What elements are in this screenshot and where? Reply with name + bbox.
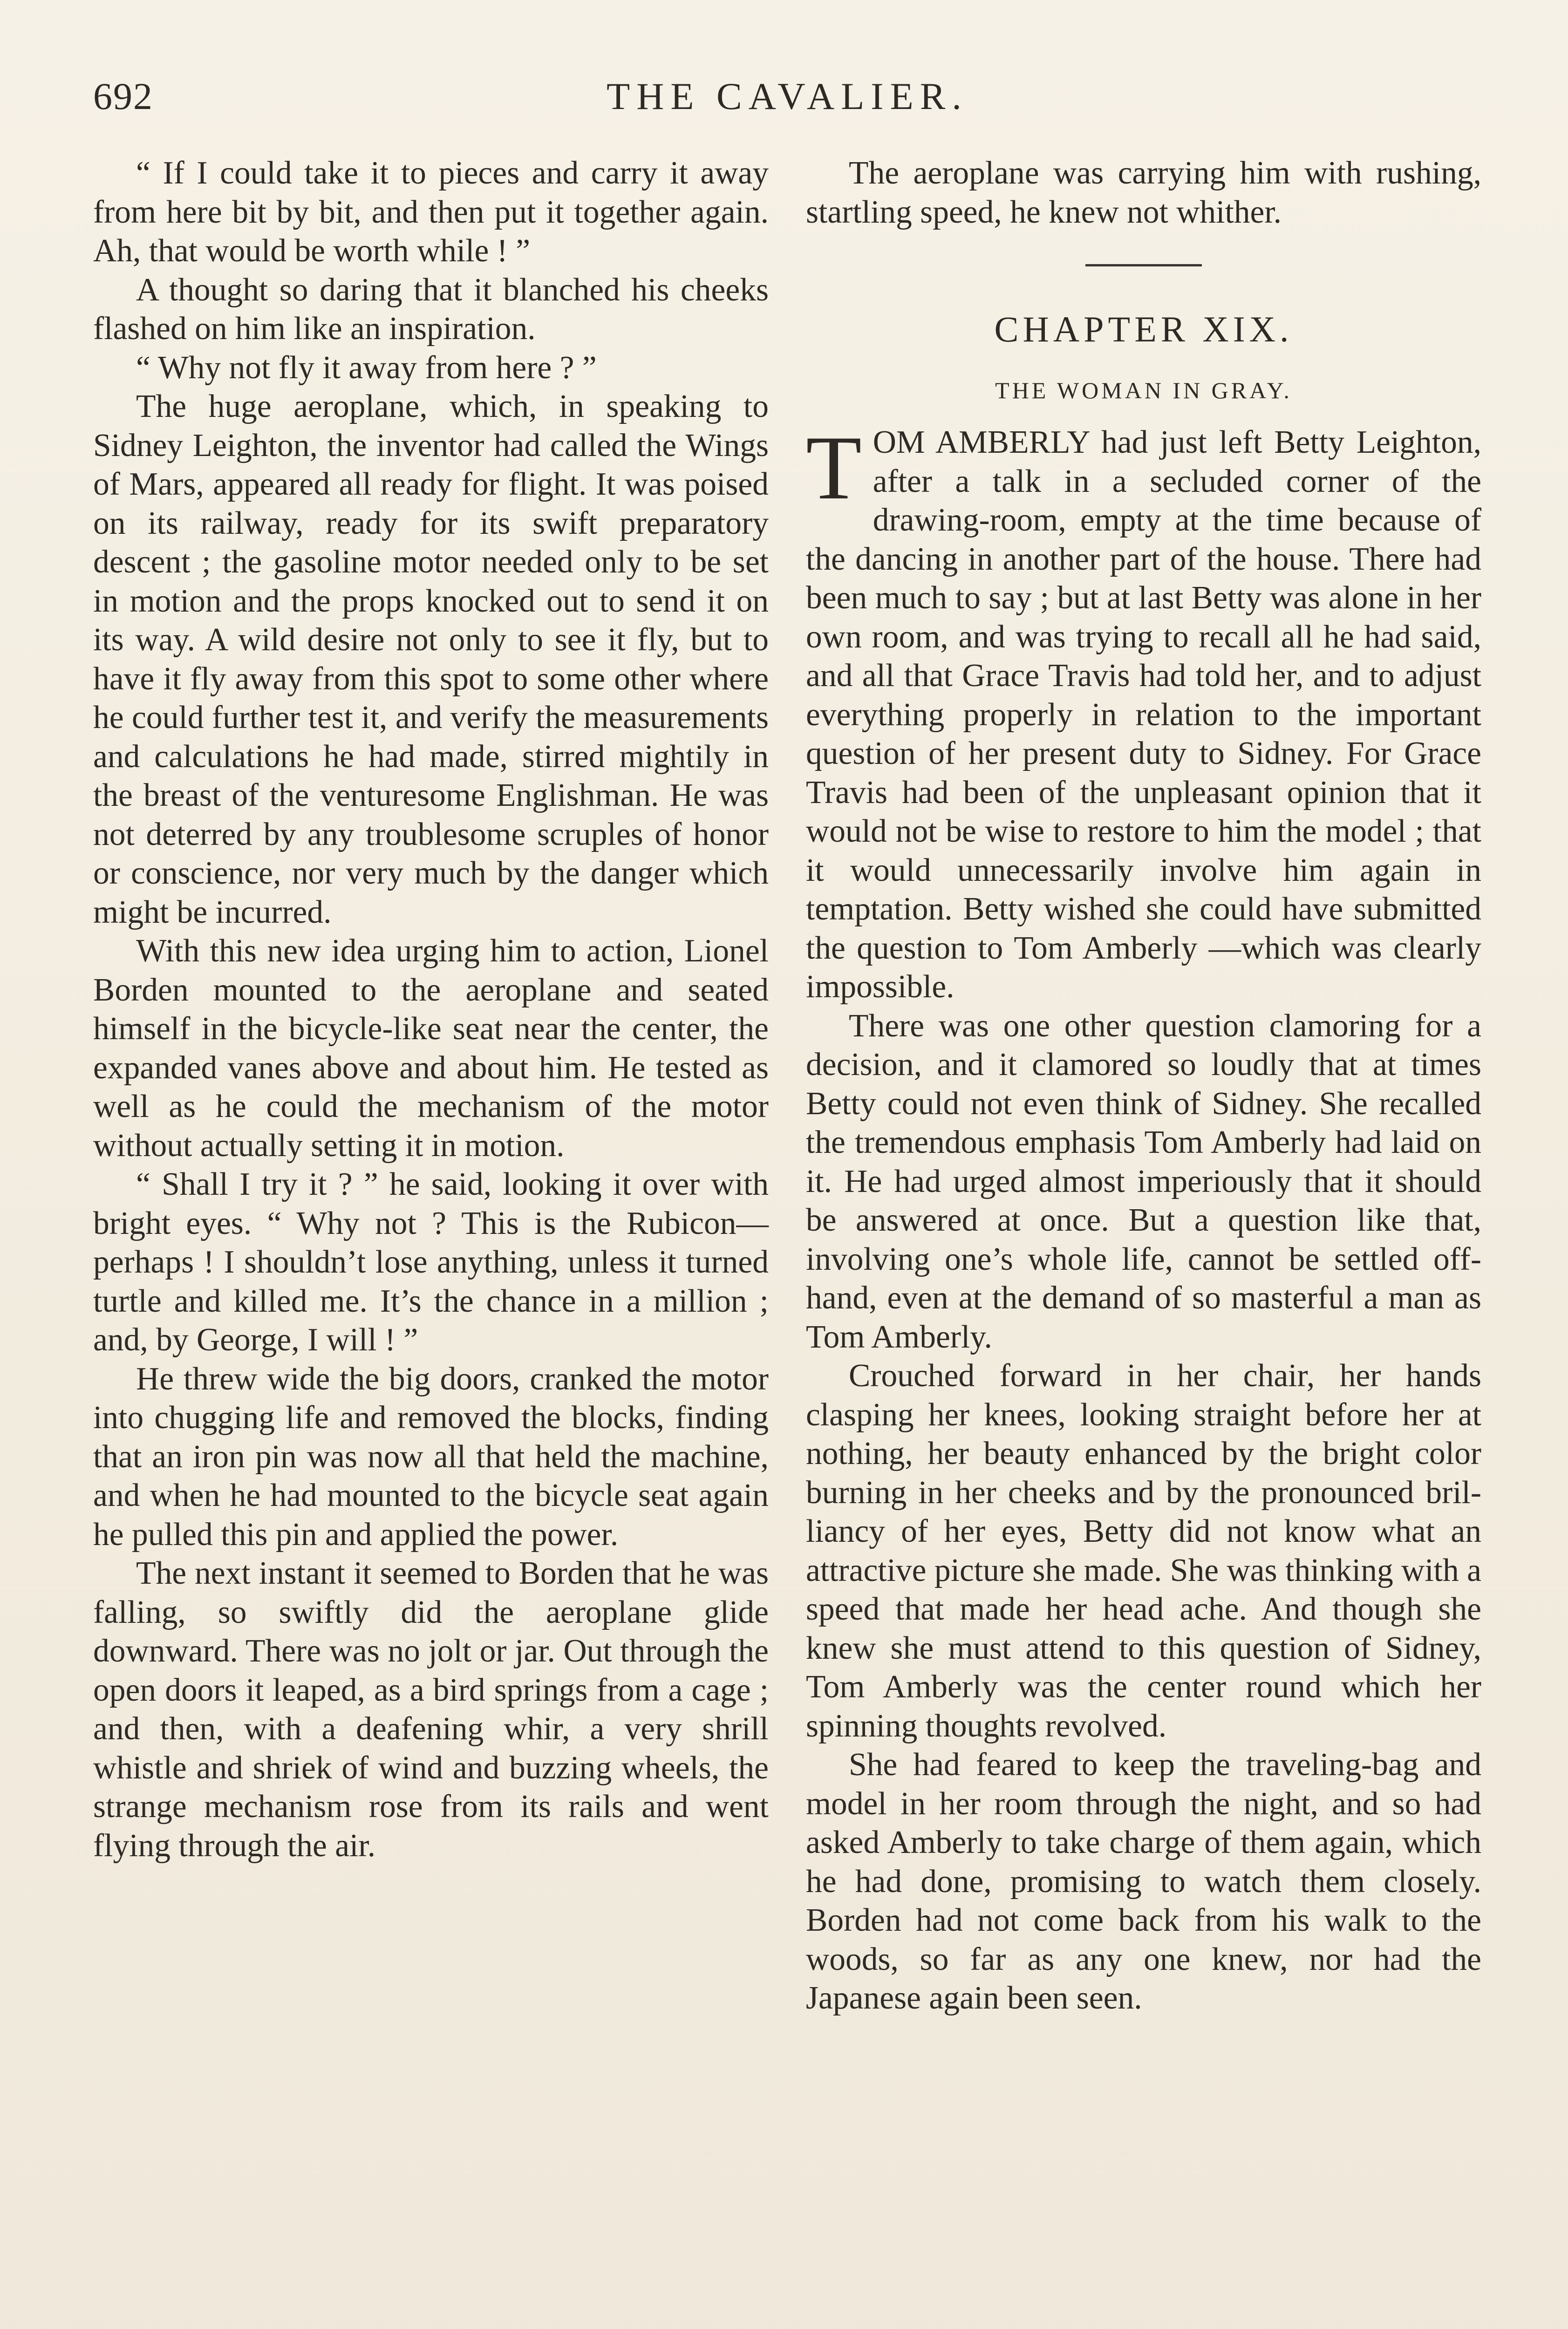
left-paragraph-8: The next instant it seemed to Borden that he was falling, so swiftly did the aeroplane glide downward. There was no jolt or jar. Out through the open doors it leaped, as a bird springs from a cage ; and then, with a deafening whir, a very shrill whistle and shriek of wind and buzzing wheels, the strange mechanism rose from its rails and went flying through the air.	[93, 1555, 769, 1864]
right-paragraph-3: She had feared to keep the traveling-bag and model in her room through the night, and so had asked Amberly to take charge of them again, which he had done, promising to watch them closely. Borden had not come back from his walk to the woods, so far as any one knew, nor had the Japanese again been seen.	[806, 1747, 1481, 2016]
page-number: 692	[93, 75, 153, 117]
left-paragraph-2: A thought so daring that it blanched his cheeks flashed on him like an inspiration.	[93, 272, 769, 347]
drop-cap-letter: T	[806, 417, 862, 518]
right-paragraph-1: There was one other question clamoring for a decision, and it clamored so loudly that at times Betty could not even think of Sidney. She recalled the tremendous emphasis Tom Amberly had laid on it. He had urged almost imperiously that it should be answered at once. But a question like that, involving one’s whole life, cannot be settled offhand, even at the demand of so masterful a man as Tom Amberly.	[806, 1008, 1481, 1355]
chapter-opening-text: OM AMBERLY had just left Betty Leighton, after a talk in a secluded corner of the drawing-room, empty at the time because of the dancing in another part of the house. There had been much to say ; but at last Betty was alone in her own room, and was trying to recall all he had said, and all that Grace Travis had told her, and to adjust everything properly in relation to the important question of her present duty to Sidney. For Grace Travis had been of the unpleasant opinion that it would not be wise to restore to him the model ; that it would unnecessarily involve him again in temptation. Betty wished she could have submitted the question to Tom Amberly —which was clearly impossible.	[806, 424, 1481, 1005]
running-head: THE CAVALIER.	[607, 75, 968, 117]
chapter-subtitle: THE WOMAN IN GRAY.	[995, 377, 1292, 403]
chapter-opening-paragraph	[806, 417, 1481, 1007]
left-paragraph-7: He threw wide the big doors, cranked the motor into chugging life and removed the blocks, finding that an iron pin was now all that held the machine, and when he had mounted to the bicycle seat again he pulled this pin and applied the power.	[93, 1361, 769, 1553]
left-paragraph-4: The huge aeroplane, which, in speaking to Sidney Leighton, the inventor had called the Wings of Mars, appeared all ready for flight. It was poised on its railway, ready for its swift preparatory descent ; the gasoline motor needed only to be set in motion and the props knocked out to send it on its way. A wild desire not only to see it fly, but to have it fly away from this spot to some other where he could further test it, and verify the measurements and calculations he had made, stirred mightily in the breast of the venturesome Englishman. He was not deterred by any troublesome scruples of honor or conscience, nor very much by the danger which might be incurred.	[93, 388, 769, 930]
chapter-title: CHAPTER XIX.	[994, 309, 1293, 349]
left-paragraph-1: “ If I could take it to pieces and carry it away from here bit by bit, and then put it together again. Ah, that would be worth while ! ”	[93, 155, 769, 269]
left-paragraph-6: “ Shall I try it ? ” he said, looking it over with bright eyes. “ Why not ? This is the Rubicon—perhaps ! I shouldn’t lose anything, unless it turned turtle and killed me. It’s the chance in a million ; and, by George, I will ! ”	[93, 1166, 769, 1358]
section-divider	[1085, 264, 1202, 266]
left-column	[93, 154, 769, 1865]
left-paragraph-3: “ Why not fly it away from here ? ”	[136, 349, 597, 386]
left-paragraph-5: With this new idea urging him to action, Lionel Borden mounted to the aeroplane and seated himself in the bicycle-like seat near the center, the expanded vanes above and about him. He tested as well as he could the mechanism of the motor without actually setting it in motion.	[93, 933, 769, 1164]
right-lead-paragraph: The aeroplane was carrying him with rushing, startling speed, he knew not whither.	[806, 155, 1481, 230]
right-paragraph-2: Crouched forward in her chair, her hands clasping her knees, looking straight before her at nothing, her beauty enhanced by the bright color burning in her cheeks and by the pronounced brilliancy of her eyes, Betty did not know what an attractive picture she made. She was thinking with a speed that made her head ache. And though she knew she must attend to this question of Sidney, Tom Amberly was the center round which her spinning thoughts revolved.	[806, 1358, 1481, 1744]
right-column	[806, 154, 1481, 2018]
page-header	[93, 75, 1481, 130]
